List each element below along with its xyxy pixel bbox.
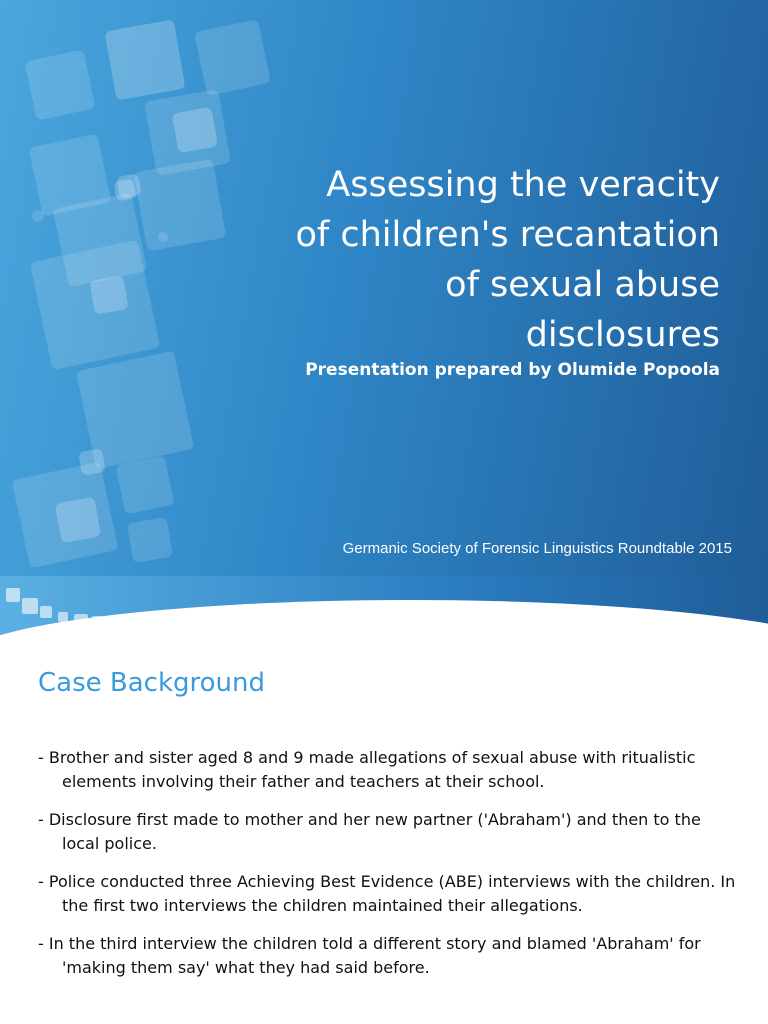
list-item: - Disclosure first made to mother and her new partner ('Abraham') and then to the local police.: [38, 810, 701, 853]
list-item: - In the third interview the children told a different story and blamed 'Abraham' for 'making them say' what they had said before.: [38, 934, 701, 977]
bullet-list: [38, 746, 738, 994]
decorative-square: [55, 497, 101, 543]
decorative-square: [22, 598, 38, 614]
slide-heading: Case Background: [38, 668, 266, 698]
decorative-square: [6, 588, 20, 602]
list-item: - Police conducted three Achieving Best Evidence (ABE) interviews with the children. In the first two interviews the children maintained their allegations.: [38, 872, 736, 915]
title-line: of children's recantation: [295, 215, 720, 255]
decorative-square: [158, 232, 168, 242]
decorative-square: [194, 19, 271, 96]
decorative-square: [40, 606, 52, 618]
event-footer: Germanic Society of Forensic Linguistics Roundtable 2015: [342, 540, 732, 557]
decorative-square: [104, 19, 185, 100]
presentation-subtitle: Presentation prepared by Olumide Popoola: [305, 360, 720, 380]
decorative-square: [24, 49, 95, 120]
decorative-square: [89, 275, 128, 314]
decorative-square: [113, 178, 136, 201]
content-slide: [0, 576, 768, 1024]
decorative-square: [115, 455, 174, 514]
title-line: of sexual abuse: [445, 265, 720, 305]
presentation-title: [220, 160, 720, 360]
title-line: disclosures: [525, 315, 720, 355]
list-item: - Brother and sister aged 8 and 9 made allegations of sexual abuse with ritualistic elements involving their father and teachers at their school.: [38, 748, 696, 791]
decorative-square: [172, 107, 218, 153]
decorative-square: [32, 210, 44, 222]
decorative-square: [134, 159, 227, 252]
title-line: Assessing the veracity: [326, 165, 720, 205]
